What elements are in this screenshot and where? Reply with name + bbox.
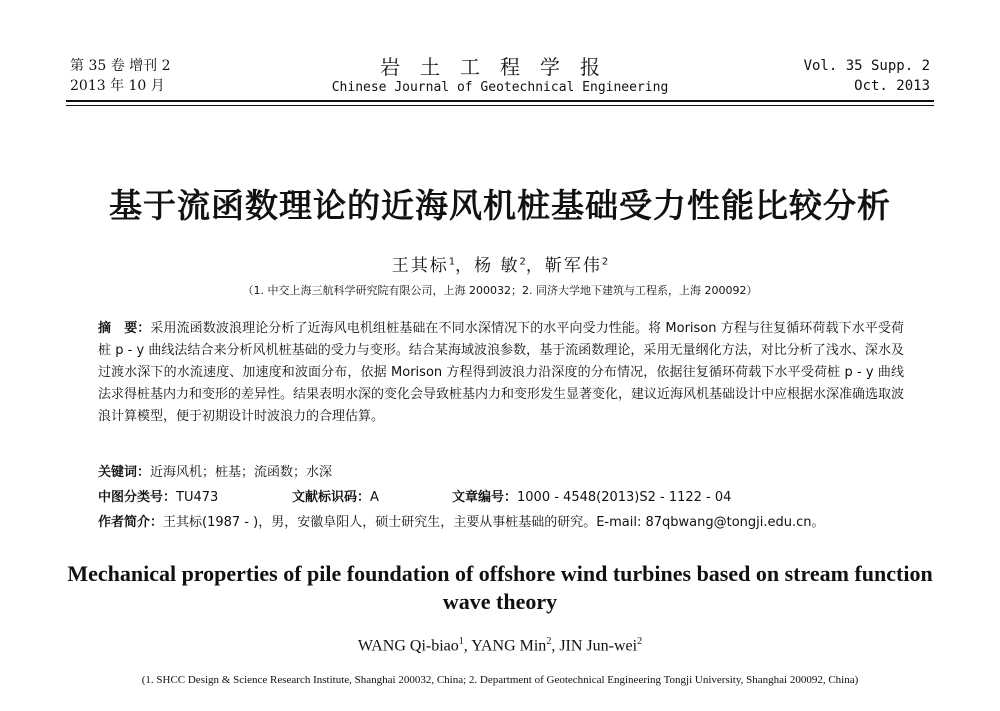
- bio-label: 作者简介：: [98, 515, 164, 530]
- author-bio: [98, 511, 904, 530]
- author-affil-sup: 2: [601, 256, 609, 268]
- bio-text: 王其标(1987 - )，男，安徽阜阳人，硕士研究生，主要从事桩基础的研究。E-mail: 87qbwang@tongji.edu.cn。: [163, 515, 825, 530]
- author-separator: ，: [455, 256, 475, 276]
- article-title-en: Mechanical properties of pile foundation of offshore wind turbines based on stream function wave theory: [67, 561, 933, 614]
- author-cn: 靳军伟: [544, 256, 602, 276]
- header-block: [70, 56, 930, 96]
- volume-en: Vol. 35 Supp. 2: [803, 58, 930, 74]
- author-en: WANG Qi-biao: [357, 637, 459, 655]
- author-affil-sup: 2: [637, 636, 643, 647]
- author-affil-sup: 1: [448, 256, 456, 268]
- journal-name-en: Chinese Journal of Geotechnical Engineering: [331, 80, 669, 95]
- article-title-cn: 基于流函数理论的近海风机桩基础受力性能比较分析: [109, 186, 891, 225]
- date-en: Oct. 2013: [854, 78, 930, 94]
- keywords: [98, 461, 332, 480]
- clc-value: TU473: [176, 490, 219, 505]
- article-no-value: 1000 - 4548(2013)S2 - 1122 - 04: [517, 490, 732, 505]
- header-center: [70, 56, 930, 98]
- authors-en: [0, 636, 1000, 655]
- doc-code-field: [292, 486, 379, 505]
- keywords-label: 关键词：: [98, 465, 151, 480]
- abstract-text: 采用流函数波浪理论分析了近海风电机组桩基础在不同水深情况下的水平向受力性能。将 Morison 方程与往复循环荷载下水平受荷桩 p - y 曲线法结合来分析风机桩基础的受力与变形。结合某海域波浪参数，基于流函数理论，采用无量纲化方法，对比分析了浅水、深水及过渡水深下的水流速度、加速度和波面分布，依据 Morison 方程得到波浪力沿深度的分布情况，依据往复循环荷载下水平受荷桩 p - y 曲线法求得桩基内力和变形的差异性。结果表明水深的变化会导致桩基内力和变形发生显著变化，建议近海风机基础设计中应根据水深准确选取波浪计算模型，便于初期设计时波浪力的合理估算。: [98, 321, 905, 424]
- author-separator: ,: [551, 637, 560, 655]
- author-cn: 王其标: [391, 256, 449, 276]
- author-affil-sup: 2: [519, 256, 526, 268]
- clc-field: [98, 486, 218, 505]
- author-separator: ,: [463, 637, 472, 655]
- header-right: [804, 56, 930, 96]
- author-affil-sup: 1: [458, 636, 464, 647]
- header-rule-thick: [66, 100, 934, 102]
- author-en: JIN Jun-wei: [559, 637, 638, 655]
- author-cn: 杨 敏: [474, 256, 520, 276]
- volume-cn: 第 35 卷 增刊 2: [70, 58, 171, 74]
- abstract-label: 摘 要：: [98, 321, 151, 336]
- author-separator: ，: [525, 256, 545, 276]
- journal-name-cn: 岩土工程学报: [380, 55, 620, 79]
- classification-line: [98, 486, 904, 506]
- abstract-cn: [98, 318, 904, 428]
- article-no-label: 文章编号：: [452, 490, 518, 505]
- doc-code-label: 文献标识码：: [292, 490, 371, 505]
- doc-code-value: A: [370, 490, 379, 505]
- clc-label: 中图分类号：: [98, 490, 177, 505]
- article-no-field: [452, 486, 731, 505]
- affiliation-cn: （1. 中交上海三航科学研究院有限公司，上海 200032；2. 同济大学地下建筑与工程系，上海 200092）: [242, 284, 758, 297]
- author-en: YANG Min: [471, 637, 547, 655]
- header-rule-thin: [66, 105, 934, 106]
- keywords-text: 近海风机；桩基；流函数；水深: [150, 465, 333, 480]
- author-affil-sup: 2: [546, 636, 552, 647]
- date-cn: 2013 年 10 月: [70, 78, 165, 94]
- affiliation-en: (1. SHCC Design & Science Research Institute, Shanghai 200032, China; 2. Department of Geotechnical Engineering Tongji University, Shanghai 200092, China): [141, 674, 859, 686]
- authors-cn: [0, 251, 1000, 276]
